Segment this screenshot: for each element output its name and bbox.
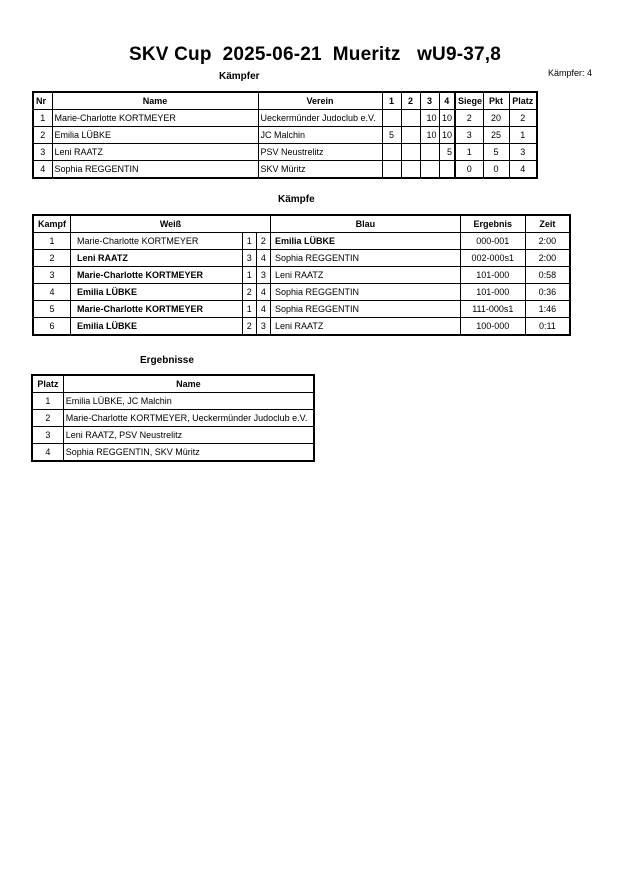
fighter-name: Leni RAATZ: [52, 144, 258, 161]
blue-index: 2: [256, 233, 270, 250]
col-name: Name: [63, 375, 314, 393]
col-place: Platz: [32, 375, 63, 393]
score-vs-3: [420, 161, 439, 179]
fights-header-row: [33, 215, 570, 233]
fighter-club: JC Malchin: [258, 127, 382, 144]
col-time: Zeit: [525, 215, 570, 233]
blue-index: 3: [256, 318, 270, 336]
fighter-row: [33, 127, 537, 144]
result-place: 3: [32, 427, 63, 444]
fighter-blue: Sophia REGGENTIN: [271, 250, 461, 267]
col-club: Verein: [258, 92, 382, 110]
white-index: 1: [242, 301, 256, 318]
fighters-table: [32, 91, 538, 179]
fight-row: [33, 301, 570, 318]
fight-result: 101-000: [460, 267, 525, 284]
fighter-club: PSV Neustrelitz: [258, 144, 382, 161]
fighter-blue: Leni RAATZ: [271, 267, 461, 284]
fighter-wins: 1: [455, 144, 483, 161]
fighter-points: 0: [483, 161, 509, 179]
page-title: SKV Cup 2025-06-21 Mueritz wU9-37,8: [128, 44, 502, 65]
fighter-white: Marie-Charlotte KORTMEYER: [71, 233, 243, 250]
score-vs-3: 10: [420, 127, 439, 144]
blue-index: 4: [256, 301, 270, 318]
fight-number: 2: [33, 250, 71, 267]
blue-index: 4: [256, 284, 270, 301]
score-vs-2: [401, 110, 420, 127]
fighter-club: Ueckermünder Judoclub e.V.: [258, 110, 382, 127]
col-1: 1: [382, 92, 401, 110]
col-2: 2: [401, 92, 420, 110]
result-name: Sophia REGGENTIN, SKV Müritz: [63, 444, 314, 462]
result-row: [32, 427, 314, 444]
col-name: Name: [52, 92, 258, 110]
blue-index: 3: [256, 267, 270, 284]
blue-index: 4: [256, 250, 270, 267]
fighter-place: 3: [509, 144, 537, 161]
fight-number: 3: [33, 267, 71, 284]
fight-time: 0:11: [525, 318, 570, 336]
white-index: 1: [242, 267, 256, 284]
col-place: Platz: [509, 92, 537, 110]
fighter-count: Kämpfer: 4: [548, 68, 593, 78]
fighter-nr: 2: [33, 127, 52, 144]
fighter-points: 25: [483, 127, 509, 144]
result-place: 2: [32, 410, 63, 427]
fight-result: 101-000: [460, 284, 525, 301]
white-index: 2: [242, 318, 256, 336]
fighter-white: Marie-Charlotte KORTMEYER: [71, 267, 243, 284]
fighter-club: SKV Müritz: [258, 161, 382, 179]
fighter-name: Emilia LÜBKE: [52, 127, 258, 144]
fight-row: [33, 250, 570, 267]
fight-number: 1: [33, 233, 71, 250]
results-header-row: [32, 375, 314, 393]
fighter-row: [33, 144, 537, 161]
fighter-place: 1: [509, 127, 537, 144]
white-index: 3: [242, 250, 256, 267]
score-vs-4: 5: [439, 144, 455, 161]
fight-result: 100-000: [460, 318, 525, 336]
fight-time: 2:00: [525, 233, 570, 250]
fighter-row: [33, 161, 537, 179]
score-vs-1: [382, 110, 401, 127]
col-points: Pkt: [483, 92, 509, 110]
fight-number: 6: [33, 318, 71, 336]
score-vs-1: [382, 161, 401, 179]
fighter-blue: Sophia REGGENTIN: [271, 284, 461, 301]
score-vs-1: [382, 144, 401, 161]
fighters-header-row: [33, 92, 537, 110]
fighter-wins: 3: [455, 127, 483, 144]
fight-number: 5: [33, 301, 71, 318]
fighter-points: 5: [483, 144, 509, 161]
result-name: Leni RAATZ, PSV Neustrelitz: [63, 427, 314, 444]
fights-table: [32, 214, 571, 336]
fight-result: 002-000s1: [460, 250, 525, 267]
fights-heading: Kämpfe: [278, 194, 315, 205]
results-heading: Ergebnisse: [140, 355, 194, 366]
score-vs-1: 5: [382, 127, 401, 144]
col-result: Ergebnis: [460, 215, 525, 233]
fighter-place: 2: [509, 110, 537, 127]
fight-time: 1:46: [525, 301, 570, 318]
fighter-wins: 0: [455, 161, 483, 179]
score-vs-4: [439, 161, 455, 179]
fighter-blue: Emilia LÜBKE: [271, 233, 461, 250]
col-blue: Blau: [271, 215, 461, 233]
results-table: [31, 374, 315, 462]
white-index: 2: [242, 284, 256, 301]
result-place: 1: [32, 393, 63, 410]
col-fight: Kampf: [33, 215, 71, 233]
score-vs-2: [401, 144, 420, 161]
col-3: 3: [420, 92, 439, 110]
col-4: 4: [439, 92, 455, 110]
fighter-nr: 3: [33, 144, 52, 161]
fighter-blue: Sophia REGGENTIN: [271, 301, 461, 318]
result-place: 4: [32, 444, 63, 462]
result-name: Emilia LÜBKE, JC Malchin: [63, 393, 314, 410]
fighter-wins: 2: [455, 110, 483, 127]
score-vs-3: [420, 144, 439, 161]
result-row: [32, 393, 314, 410]
fighter-points: 20: [483, 110, 509, 127]
fight-result: 000-001: [460, 233, 525, 250]
result-row: [32, 444, 314, 462]
score-vs-2: [401, 127, 420, 144]
fighter-row: [33, 110, 537, 127]
col-nr: Nr: [33, 92, 52, 110]
fight-row: [33, 284, 570, 301]
fighter-place: 4: [509, 161, 537, 179]
fight-time: 0:36: [525, 284, 570, 301]
fighter-name: Sophia REGGENTIN: [52, 161, 258, 179]
fighter-white: Marie-Charlotte KORTMEYER: [71, 301, 243, 318]
fight-number: 4: [33, 284, 71, 301]
col-white: Weiß: [71, 215, 271, 233]
fighter-white: Leni RAATZ: [71, 250, 243, 267]
white-index: 1: [242, 233, 256, 250]
fighter-name: Marie-Charlotte KORTMEYER: [52, 110, 258, 127]
fighter-white: Emilia LÜBKE: [71, 284, 243, 301]
score-vs-2: [401, 161, 420, 179]
fight-time: 2:00: [525, 250, 570, 267]
fighter-white: Emilia LÜBKE: [71, 318, 243, 336]
score-vs-4: 10: [439, 127, 455, 144]
fighter-nr: 1: [33, 110, 52, 127]
fighters-heading: Kämpfer: [219, 71, 260, 82]
col-wins: Siege: [455, 92, 483, 110]
score-vs-4: 10: [439, 110, 455, 127]
result-row: [32, 410, 314, 427]
fight-row: [33, 318, 570, 336]
fighter-blue: Leni RAATZ: [271, 318, 461, 336]
fight-result: 111-000s1: [460, 301, 525, 318]
result-name: Marie-Charlotte KORTMEYER, Ueckermünder Judoclub e.V.: [63, 410, 314, 427]
fight-row: [33, 233, 570, 250]
fight-row: [33, 267, 570, 284]
fighter-nr: 4: [33, 161, 52, 179]
fight-time: 0:58: [525, 267, 570, 284]
score-vs-3: 10: [420, 110, 439, 127]
